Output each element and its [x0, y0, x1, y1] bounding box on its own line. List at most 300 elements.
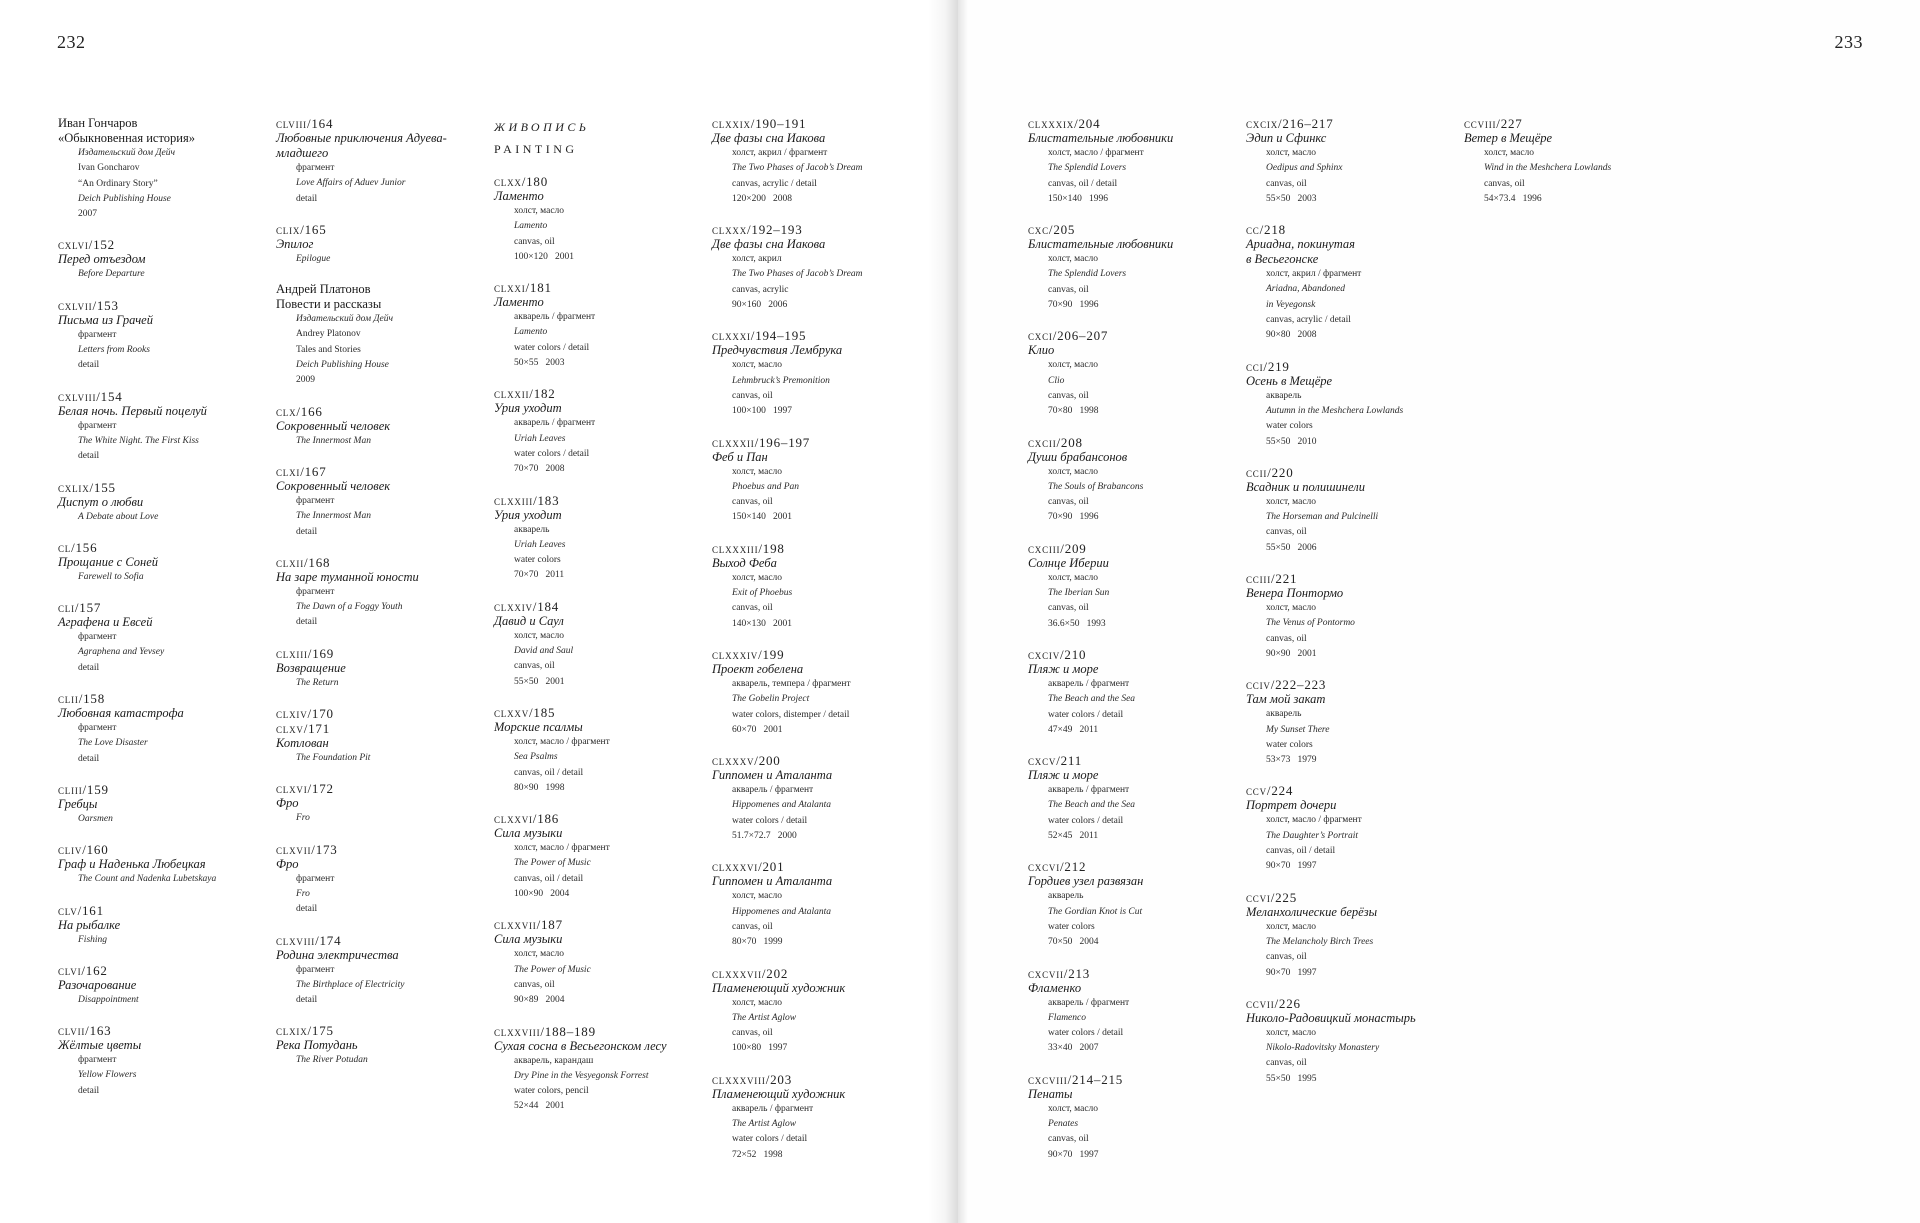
entry-detail-line: The Melancholy Birch Trees	[1266, 936, 1374, 947]
entry-detail-line: 90×70 1997	[1266, 967, 1317, 978]
catalog-entry	[58, 237, 268, 282]
entry-detail-line: The Love Disaster	[78, 738, 148, 749]
entry-number: cxlvii/153	[58, 297, 119, 313]
entry-detail-line: 53×73 1979	[1266, 755, 1317, 766]
entry-detail-line: 55×50 2001	[514, 676, 565, 687]
entry-detail-line: 60×70 2001	[732, 724, 783, 735]
catalog-entry	[58, 480, 268, 525]
entry-detail-line: The Beach and the Sea	[1048, 694, 1136, 705]
entry-number: cxcvi/212	[1028, 859, 1087, 875]
book-detail-line: Издательский дом Дейч	[296, 314, 394, 325]
entry-title: Пламенеющий художник	[712, 1086, 846, 1101]
entry-detail-line: canvas, oil	[1266, 178, 1307, 189]
entry-detail-line: detail	[296, 617, 318, 628]
catalog-entry	[712, 435, 922, 526]
entry-number: cciii/221	[1246, 571, 1298, 587]
entry-detail-line: The Beach and the Sea	[1048, 800, 1136, 811]
entry-title: На рыбалке	[58, 917, 121, 932]
entry-detail-line: холст, масло	[1048, 466, 1099, 477]
entry-number: ccvii/226	[1246, 995, 1301, 1011]
entry-detail-line: Lamento	[514, 221, 548, 232]
entry-detail-line: акварель / фрагмент	[514, 418, 596, 429]
entry-detail-line: The Artist Aglow	[732, 1012, 797, 1023]
entry-title: Венера Понтормо	[1246, 586, 1344, 601]
catalog-entry	[1028, 116, 1240, 207]
entry-detail-line: Clio	[1048, 375, 1065, 386]
section-title-en: PAINTING	[494, 142, 578, 156]
entry-detail-line: фрагмент	[296, 873, 335, 884]
catalog-entry	[712, 966, 922, 1057]
catalog-entry	[1028, 328, 1240, 419]
entry-detail-line: The Birthplace of Electricity	[296, 979, 405, 990]
catalog-entry	[712, 647, 922, 738]
entry-title: Родина электричества	[276, 947, 399, 962]
entry-number: clxxviii/188–189	[494, 1023, 596, 1039]
section-heading	[494, 116, 709, 160]
entry-detail-line: 80×90 1998	[514, 782, 565, 793]
entry-title: Диспут о любви	[58, 494, 144, 509]
entry-detail-line: 55×50 2006	[1266, 542, 1317, 553]
entry-detail-line: холст, масло / фрагмент	[1048, 148, 1144, 158]
entry-detail-line: The Gordian Knot is Cut	[1048, 906, 1143, 917]
entry-detail-line: 100×90 2004	[514, 889, 570, 900]
entry-detail-line: detail	[78, 753, 100, 764]
entry-detail-line: Letters from Rooks	[78, 345, 150, 356]
entry-detail-line: Lamento	[514, 327, 548, 338]
entry-title: Письма из Грачей	[58, 312, 153, 327]
entry-number: clvi/162	[58, 962, 108, 978]
entry-detail-line: холст, масло	[1484, 148, 1535, 158]
entry-title: Фро	[276, 796, 299, 811]
entry-title: Всадник и полишинели	[1246, 479, 1365, 494]
left-page	[0, 0, 958, 1223]
entry-detail-line: detail	[296, 904, 318, 915]
entry-detail-line: акварель / фрагмент	[1048, 997, 1130, 1008]
entry-title: Гиппомен и Аталанта	[712, 768, 833, 783]
entry-detail-line: холст, масло	[1048, 1103, 1099, 1114]
entry-detail-line: The Innermost Man	[296, 435, 371, 446]
entry-detail-line: Oarsmen	[78, 813, 113, 824]
entry-detail-line: canvas, oil / detail	[514, 873, 584, 884]
entry-detail-line: The White Night. The First Kiss	[78, 435, 199, 446]
entry-title: Аграфена и Евсей	[58, 615, 153, 630]
entry-detail-line: холст, масло	[514, 630, 565, 641]
entry-title: Белая ночь. Первый поцелуй	[58, 403, 207, 418]
entry-number: clxxxviii/203	[712, 1071, 793, 1087]
entry-detail-line: Phoebus and Pan	[732, 481, 800, 492]
entry-detail-line: Penates	[1048, 1118, 1079, 1129]
entry-detail-line: canvas, acrylic / detail	[1266, 315, 1351, 326]
entry-detail-line: фрагмент	[296, 163, 335, 173]
catalog-entry	[494, 386, 709, 477]
entry-number: clxxix/190–191	[712, 116, 807, 131]
entry-number: cxcvii/213	[1028, 965, 1091, 981]
entry-detail-line: Oedipus and Sphinx	[1266, 163, 1343, 174]
entry-detail-line: 55×50 2010	[1266, 436, 1317, 447]
catalog-entry	[712, 753, 922, 844]
catalog-entry	[276, 404, 486, 449]
entry-detail-line: water colors	[1048, 921, 1095, 932]
catalog-entry	[1246, 571, 1458, 662]
entry-detail-line: холст, масло	[1048, 254, 1099, 265]
section-title-ru: ЖИВОПИСЬ	[494, 120, 590, 134]
entry-detail-line: 100×80 1997	[732, 1043, 788, 1054]
entry-number: clxviii/174	[276, 932, 342, 948]
entry-title: Ламенто	[494, 189, 544, 203]
catalog-entry	[58, 963, 268, 1008]
entry-detail-line: 50×55 2003	[514, 358, 565, 369]
book-heading-line: Иван Гончаров	[58, 116, 138, 130]
entry-number: clxvii/173	[276, 841, 338, 857]
entry-detail-line: 70×80 1998	[1048, 406, 1099, 417]
catalog-entry	[1246, 359, 1458, 450]
catalog-entry	[712, 1072, 922, 1163]
entry-number: ccviii/227	[1464, 116, 1523, 131]
entry-detail-line: canvas, oil	[1048, 603, 1089, 614]
entry-number: cxc/205	[1028, 222, 1076, 238]
entry-number: clxxxii/196–197	[712, 434, 811, 450]
index-column-6	[1246, 116, 1458, 1102]
entry-number: cxci/206–207	[1028, 328, 1109, 344]
entry-number: clviii/164	[276, 116, 334, 131]
entry-detail-line: The Count and Nadenka Lubetskaya	[78, 874, 217, 885]
entry-number: cxcviii/214–215	[1028, 1071, 1124, 1087]
entry-number: clxx/180	[494, 174, 549, 189]
entry-number: clxii/168	[276, 554, 331, 570]
catalog-entry	[494, 705, 709, 796]
entry-number: clxxxix/204	[1028, 116, 1101, 131]
catalog-entry	[1246, 465, 1458, 556]
entry-number: cli/157	[58, 600, 102, 616]
entry-number: cxcv/211	[1028, 753, 1083, 769]
entry-detail-line: The Horseman and Pulcinelli	[1266, 512, 1379, 523]
entry-number: cxcix/216–217	[1246, 116, 1334, 131]
entry-number: clv/161	[58, 902, 104, 918]
entry-detail-line: The Power of Music	[514, 964, 591, 975]
entry-number: cxciii/209	[1028, 540, 1087, 556]
entry-detail-line: canvas, acrylic / detail	[732, 178, 817, 189]
entry-detail-line: фрагмент	[296, 586, 335, 597]
entry-detail-line: water colors	[514, 555, 561, 566]
catalog-entry	[58, 540, 268, 585]
entry-detail-line: 100×120 2001	[514, 251, 574, 262]
entry-detail-line: canvas, oil	[1048, 1134, 1089, 1145]
entry-detail-line: Sea Psalms	[514, 752, 558, 763]
entry-detail-line: фрагмент	[78, 329, 117, 340]
entry-detail-line: 150×140 1996	[1048, 193, 1108, 204]
entry-title: Сокровенный человек	[276, 478, 391, 493]
entry-title: Выход Феба	[712, 555, 777, 570]
entry-number: clvii/163	[58, 1023, 112, 1039]
entry-detail-line: 90×160 2006	[732, 300, 788, 311]
entry-detail-line: canvas, oil	[732, 497, 773, 508]
entry-detail-line: холст, масло	[732, 466, 783, 477]
entry-detail-line: фрагмент	[78, 632, 117, 643]
entry-number: clxxx/192–193	[712, 222, 803, 238]
right-page	[958, 0, 1920, 1223]
entry-detail-line: 70×70 2008	[514, 464, 565, 475]
entry-number: ccvi/225	[1246, 889, 1298, 905]
entry-detail-line: The Two Phases of Jacob’s Dream	[732, 163, 863, 174]
entry-number: clxxxiii/198	[712, 540, 785, 556]
entry-number: clxix/175	[276, 1023, 334, 1039]
entry-title: Фро	[276, 856, 299, 871]
entry-detail-line: canvas, acrylic	[732, 284, 789, 295]
entry-number: clx/166	[276, 403, 323, 419]
entry-number: cci/219	[1246, 358, 1290, 374]
entry-number: cliii/159	[58, 781, 109, 797]
entry-detail-line: The Gobelin Project	[732, 694, 810, 705]
entry-detail-line: холст, масло	[1048, 572, 1099, 583]
catalog-entry	[276, 646, 486, 691]
entry-detail-line: canvas, oil / detail	[1048, 178, 1118, 189]
book-heading-line: «Обыкновенная история»	[58, 131, 195, 145]
entry-detail-line: 52×44 2001	[514, 1101, 565, 1112]
entry-title: Пляж и море	[1028, 768, 1099, 783]
entry-detail-line: water colors / detail	[1048, 815, 1124, 826]
entry-title: Феб и Пан	[712, 449, 768, 464]
entry-detail-line: Exit of Phoebus	[732, 588, 793, 599]
book-detail-line: 2007	[78, 209, 97, 220]
entry-number: clii/158	[58, 691, 106, 707]
entry-title: Солнце Иберии	[1028, 555, 1109, 570]
entry-detail-line: canvas, oil	[1266, 952, 1307, 963]
entry-detail-line: detail	[78, 1085, 100, 1096]
entry-detail-line: 100×100 1997	[732, 406, 792, 417]
entry-detail-line: 140×130 2001	[732, 618, 792, 629]
catalog-entry	[1246, 783, 1458, 874]
entry-detail-line: 55×50 2003	[1266, 193, 1317, 204]
entry-number: cl/156	[58, 539, 98, 555]
entry-detail-line: canvas, oil	[732, 603, 773, 614]
catalog-entry	[494, 917, 709, 1008]
entry-title: Разочарование	[58, 977, 137, 992]
entry-detail-line: detail	[78, 662, 100, 673]
entry-detail-line: detail	[296, 526, 318, 537]
entry-detail-line: canvas, oil	[732, 1028, 773, 1039]
catalog-entry	[1246, 222, 1458, 343]
entry-detail-line: акварель	[1266, 390, 1302, 401]
entry-detail-line: фрагмент	[78, 723, 117, 734]
entry-detail-line: Fro	[296, 888, 310, 899]
entry-detail-line: акварель / фрагмент	[514, 312, 596, 323]
entry-detail-line: water colors, distemper / detail	[732, 709, 850, 720]
entry-title: Урия уходит	[494, 507, 562, 522]
entry-title: Граф и Наденька Любецкая	[58, 857, 206, 872]
entry-detail-line: фрагмент	[78, 1055, 117, 1066]
entry-detail-line: detail	[78, 360, 100, 371]
catalog-entry	[276, 842, 486, 918]
book-detail-line: Ivan Goncharov	[78, 163, 140, 174]
entry-detail-line: 52×45 2011	[1048, 831, 1099, 842]
entry-detail-line: 90×90 2001	[1266, 648, 1317, 659]
catalog-entry	[1028, 222, 1240, 313]
entry-detail-line: 51.7×72.7 2000	[732, 831, 797, 842]
entry-number: cxlix/155	[58, 479, 116, 495]
entry-detail-line: Agraphena and Yevsey	[78, 647, 165, 658]
catalog-entry	[58, 782, 268, 827]
catalog-entry	[494, 1024, 709, 1115]
entry-detail-line: акварель	[514, 524, 550, 535]
entry-detail-line: холст, масло	[1266, 1027, 1317, 1038]
entry-title: Сила музыки	[494, 826, 563, 841]
entry-title: Морские псалмы	[494, 719, 583, 734]
catalog-entry	[58, 600, 268, 676]
entry-detail-line: The Splendid Lovers	[1048, 163, 1127, 174]
entry-detail-line: 120×200 2008	[732, 193, 792, 204]
entry-detail-line: Disappointment	[78, 994, 139, 1005]
catalog-entry	[1246, 677, 1458, 768]
entry-title: Котлован	[276, 736, 329, 751]
entry-title: Сухая сосна в Весьегонском лесу	[494, 1038, 667, 1053]
entry-detail-line: detail	[296, 193, 318, 204]
catalog-entry	[1028, 435, 1240, 526]
entry-title: Блистательные любовники	[1028, 131, 1174, 145]
catalog-entry	[712, 541, 922, 632]
entry-detail-line: canvas, oil	[514, 979, 555, 990]
entry-detail-line: 70×70 2011	[514, 570, 565, 581]
entry-detail-line: The Return	[296, 677, 339, 688]
entry-title: Ламенто	[494, 295, 544, 310]
entry-number: cciv/222–223	[1246, 677, 1327, 693]
entry-title: Сокровенный человек	[276, 418, 391, 433]
entry-detail-line: холст, масло / фрагмент	[1266, 815, 1362, 826]
entry-detail-line: 55×50 1995	[1266, 1073, 1317, 1084]
entry-detail-line: water colors	[1266, 421, 1313, 432]
entry-detail-line: холст, масло	[1048, 360, 1099, 371]
entry-detail-line: Hippomenes and Atalanta	[732, 800, 832, 811]
entry-detail-line: canvas, oil	[1048, 390, 1089, 401]
catalog-entry	[1028, 647, 1240, 738]
entry-number: ccv/224	[1246, 783, 1294, 799]
catalog-entry	[276, 464, 486, 540]
entry-detail-line: 70×50 2004	[1048, 937, 1099, 948]
entry-number: clxxvi/186	[494, 811, 560, 827]
entry-title: Души брабансонов	[1028, 449, 1128, 464]
entry-detail-line: The Power of Music	[514, 858, 591, 869]
entry-title: Меланхолические берёзы	[1246, 904, 1378, 919]
entry-detail-line: холст, акрил	[732, 254, 782, 265]
entry-detail-line: in Veyegonsk	[1266, 299, 1316, 310]
entry-detail-line: canvas, oil	[1048, 497, 1089, 508]
index-column-7	[1464, 116, 1676, 222]
entry-title: Гордиев узел развязан	[1028, 874, 1144, 889]
entry-detail-line: canvas, oil	[732, 921, 773, 932]
entry-number: clxxxiv/199	[712, 646, 785, 662]
catalog-entry	[494, 280, 709, 371]
entry-detail-line: The Venus of Pontormo	[1266, 618, 1355, 629]
entry-title: Осень в Мещёре	[1246, 373, 1333, 388]
entry-detail-line: холст, масло	[514, 949, 565, 960]
catalog-entry	[276, 116, 486, 207]
entry-detail-line: canvas, oil	[514, 661, 555, 672]
entry-detail-line: Flamenco	[1048, 1012, 1086, 1023]
entry-number: clxxiii/183	[494, 492, 560, 508]
entry-title: Эдип и Сфинкс	[1246, 131, 1327, 145]
catalog-entry	[58, 298, 268, 374]
entry-number: cxciv/210	[1028, 646, 1087, 662]
entry-detail-line: акварель	[1266, 709, 1302, 720]
entry-number: clxi/167	[276, 463, 327, 479]
catalog-entry	[1028, 541, 1240, 632]
entry-detail-line: Love Affairs of Aduev Junior	[296, 178, 406, 189]
entry-detail-line: detail	[296, 995, 318, 1006]
entry-number: clxxxi/194–195	[712, 328, 807, 344]
entry-title: Пляж и море	[1028, 661, 1099, 676]
book-detail-line: Deich Publishing House	[78, 193, 171, 204]
entry-detail-line: The Daughter’s Portrait	[1266, 830, 1359, 841]
catalog-entry	[276, 706, 486, 766]
catalog-entry	[276, 555, 486, 631]
book-detail-line: “An Ordinary Story”	[78, 178, 158, 189]
entry-detail-line: холст, масло	[1266, 148, 1317, 158]
entry-detail-line: The Dawn of a Foggy Youth	[296, 602, 403, 613]
entry-title: Река Потудань	[276, 1038, 358, 1053]
entry-title: Давид и Саул	[494, 613, 564, 628]
entry-detail-line: canvas, oil	[1266, 527, 1307, 538]
entry-number: cc/218	[1246, 222, 1286, 238]
entry-detail-line: canvas, oil	[732, 390, 773, 401]
entry-title: Фламенко	[1028, 980, 1082, 995]
entry-detail-line: A Debate about Love	[78, 511, 159, 522]
entry-detail-line: холст, масло	[514, 206, 565, 216]
entry-detail-line: David and Saul	[514, 646, 574, 657]
entry-detail-line: canvas, oil	[1266, 633, 1307, 644]
book-entry	[276, 282, 486, 388]
entry-number: clxxv/185	[494, 704, 556, 720]
entry-number: clxxii/182	[494, 386, 556, 402]
catalog-entry	[712, 222, 922, 313]
entry-number: clxvi/172	[276, 781, 334, 797]
page-number-left: 232	[57, 32, 86, 52]
index-column-3	[494, 116, 709, 1130]
entry-detail-line: фрагмент	[296, 964, 335, 975]
entry-title: Проект гобелена	[712, 661, 804, 676]
book-entry	[58, 116, 268, 222]
index-column-2	[276, 116, 486, 1084]
entry-detail-line: Uriah Leaves	[514, 539, 566, 550]
catalog-entry	[276, 222, 486, 267]
entry-detail-line: холст, масло	[1266, 603, 1317, 614]
entry-title: Клио	[1028, 343, 1055, 358]
entry-detail-line: canvas, oil	[1484, 178, 1525, 189]
entry-number: clxxvii/187	[494, 917, 563, 933]
catalog-entry	[276, 933, 486, 1009]
entry-detail-line: water colors / detail	[1048, 1028, 1124, 1039]
index-column-1	[58, 116, 268, 1114]
catalog-entry	[494, 811, 709, 902]
entry-detail-line: Fro	[296, 813, 310, 824]
entry-detail-line: холст, масло	[732, 997, 783, 1008]
entry-detail-line: Dry Pine in the Vesyegonsk Forrest	[514, 1070, 649, 1081]
entry-title: Урия уходит	[494, 401, 562, 416]
entry-detail-line: Uriah Leaves	[514, 433, 566, 444]
entry-detail-line: The Two Phases of Jacob’s Dream	[732, 269, 863, 280]
entry-title: На заре туманной юности	[276, 569, 419, 584]
entry-title: Гребцы	[58, 796, 98, 811]
entry-title: Предчувствия Лембрука	[712, 343, 843, 358]
entry-number: ccii/220	[1246, 464, 1294, 480]
catalog-entry	[1028, 1072, 1240, 1163]
entry-detail-line: Lehmbruck’s Premonition	[732, 375, 830, 386]
book-detail-line: Deich Publishing House	[296, 360, 389, 371]
entry-detail-line: Autumn in the Meshchera Lowlands	[1266, 405, 1404, 416]
entry-detail-line: 54×73.4 1996	[1484, 193, 1542, 204]
entry-detail-line: canvas, oil / detail	[1266, 846, 1336, 857]
entry-title: Ариадна, покинутая в Весьегонске	[1246, 237, 1355, 267]
entry-title: Пламенеющий художник	[712, 980, 846, 995]
catalog-entry	[712, 328, 922, 419]
